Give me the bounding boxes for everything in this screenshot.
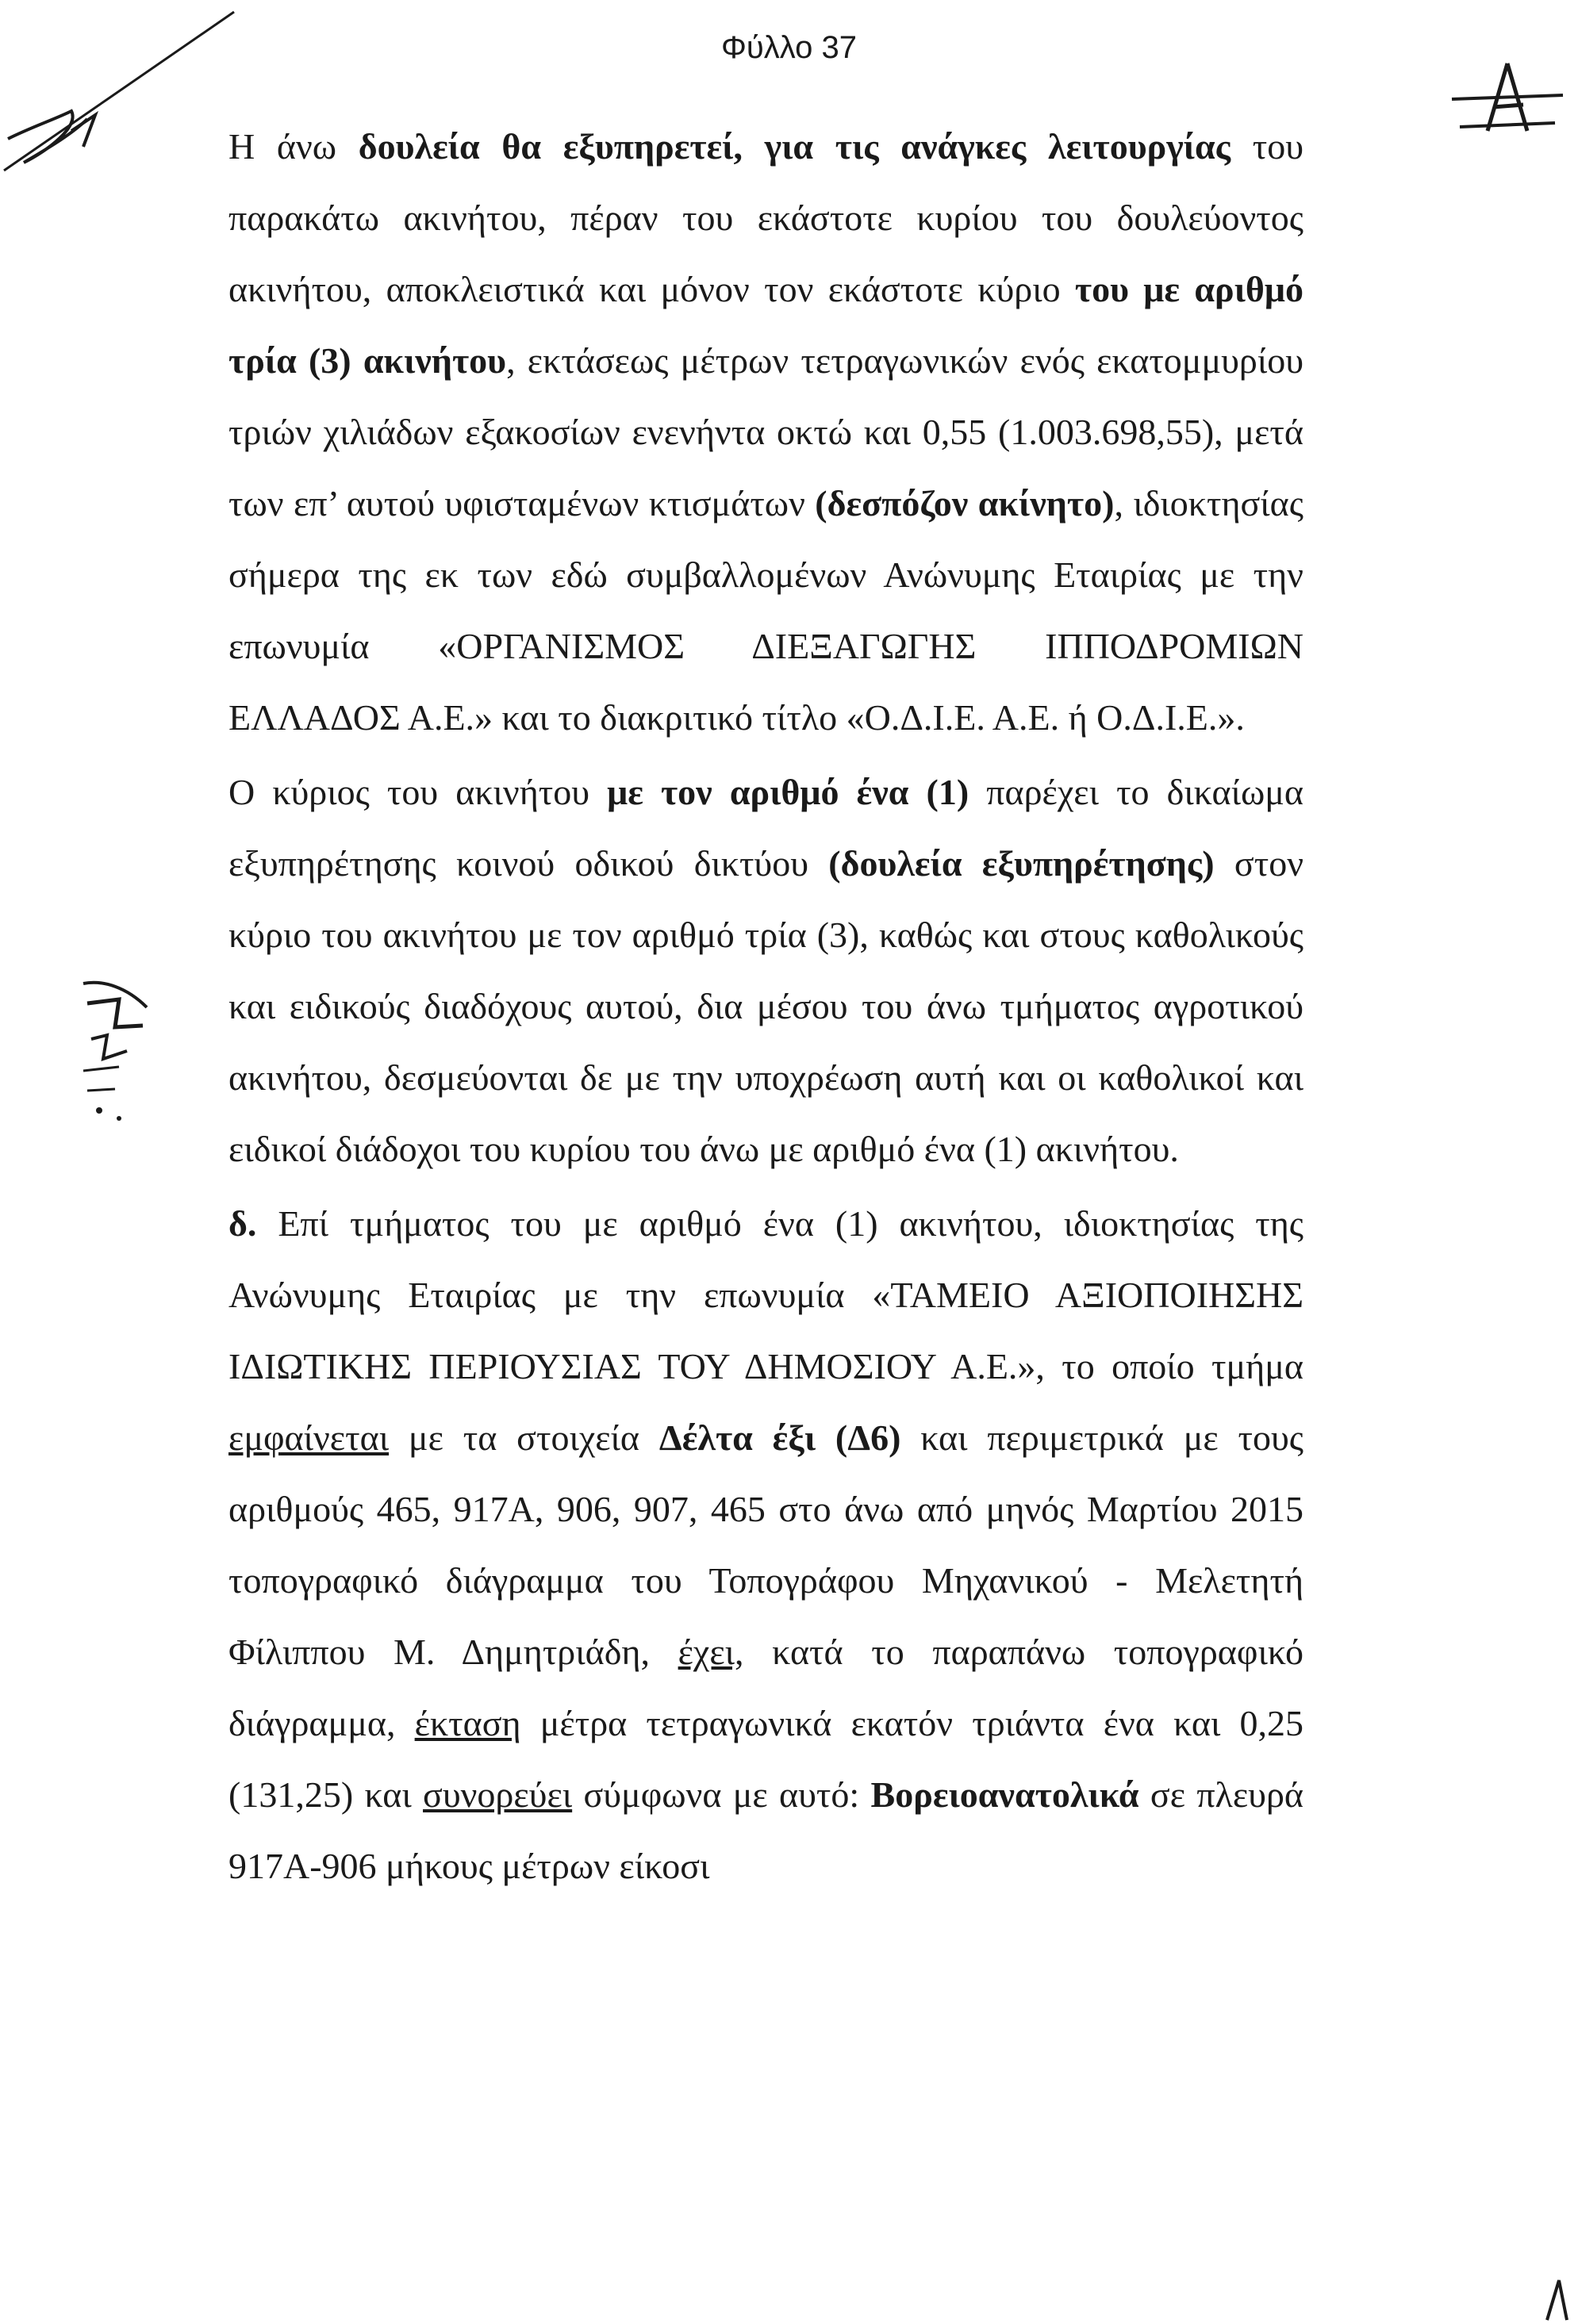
sheet-number: Φύλλο 37 xyxy=(720,30,858,65)
bold-run: Δέλτα έξι (Δ6) xyxy=(658,1417,901,1458)
text-run: παρέχει το δικαίωμα εξυπηρέτησης κοινού οδικού δικτύου xyxy=(228,772,1303,884)
stamp-left-margin xyxy=(71,972,167,1130)
text-run: Η άνω xyxy=(228,126,359,167)
underlined-run: έχει, xyxy=(678,1632,744,1672)
corner-mark-bottom-right xyxy=(1535,2276,1575,2324)
paragraph-3 xyxy=(228,1188,1303,1902)
text-run: του παρακάτω ακινήτου, πέραν του εκάστοτε κυρίου του δουλεύοντος ακινήτου, αποκλειστικά και μόνον τον εκάστοτε κύριο xyxy=(228,126,1303,309)
text-run: Επί τμήματος του με αριθμό ένα (1) ακινήτου, ιδιοκτησίας της Ανώνυμης Εταιρίας με την επωνυμία «ΤΑΜΕΙΟ ΑΞΙΟΠΟΙΗΣΗΣ ΙΔΙΩΤΙΚΗΣ ΠΕΡΙΟΥΣΙΑΣ ΤΟΥ ΔΗΜΟΣΙΟΥ Α.Ε.», το οποίο τμήμα xyxy=(228,1203,1303,1386)
signature-top-left xyxy=(0,0,254,190)
paragraph-2 xyxy=(228,757,1303,1185)
text-run: , ιδιοκτησίας σήμερα της εκ των εδώ συμβαλλομένων Ανώνυμης Εταιρίας με την επωνυμία «ΟΡΓΑΝΙΣΜΟΣ ΔΙΕΞΑΓΩΓΗΣ ΙΠΠΟΔΡΟΜΙΩΝ ΕΛΛΑΔΟΣ Α.Ε.» και το διακριτικό τίτλο «Ο.Δ.Ι.Ε. Α.Ε. ή Ο.Δ.Ι.Ε.». xyxy=(228,483,1303,738)
text-run: κατά το παραπάνω τοπογραφικό διάγραμμα, xyxy=(228,1632,1303,1743)
bold-run: του με αριθμό τρία (3) ακινήτου xyxy=(228,269,1303,381)
underlined-run: έκταση xyxy=(414,1703,521,1743)
text-run: σύμφωνα με αυτό: xyxy=(572,1774,871,1815)
text-run: Ο κύριος του ακινήτου xyxy=(228,772,608,812)
bold-run: δ. xyxy=(228,1203,257,1244)
text-run: στον κύριο του ακινήτου με τον αριθμό τρία (3), καθώς και στους καθολικούς και ειδικούς διαδόχους αυτού, δια μέσου του άνω τμήματος αγροτικού ακινήτου, δεσμεύονται δε με την υποχρέωση αυτή και οι καθολικοί και ειδικοί διάδοχοι του κυρίου του άνω με αριθμό ένα (1) ακινήτου. xyxy=(228,843,1303,1169)
document-body xyxy=(228,111,1303,1905)
text-run: και περιμετρικά με τους αριθμούς 465, 917Α, 906, 907, 465 στο άνω από μηνός Μαρτίου 2015 τοπογραφικό διάγραμμα του Τοπογράφου Μηχανικού - Μελετητή Φίλιππου Μ. Δημητριάδη, xyxy=(228,1417,1304,1672)
text-run: σε πλευρά 917Α-906 μήκους μέτρων είκοσι xyxy=(228,1774,1303,1886)
bold-run: (δεσπόζον ακίνητο) xyxy=(815,483,1115,523)
bold-run: (δουλεία εξυπηρέτησης) xyxy=(828,843,1215,884)
bold-run: Βορειοανατολικά xyxy=(870,1774,1139,1815)
text-run: μέτρα τετραγωνικά εκατόν τριάντα ένα και 0,25 (131,25) και xyxy=(228,1703,1303,1815)
initial-mark-top-right xyxy=(1444,56,1571,143)
text-run: με τα στοιχεία xyxy=(389,1417,659,1458)
text-run: , εκτάσεως μέτρων τετραγωνικών ενός εκατομμυρίου τριών χιλιάδων εξακοσίων ενενήντα οκτώ και 0,55 (1.003.698,55), μετά των επ’ αυτού υφισταμένων κτισμάτων xyxy=(228,340,1304,523)
underlined-run: συνορεύει xyxy=(423,1774,573,1815)
paragraph-1 xyxy=(228,111,1303,754)
bold-run: δουλεία θα εξυπηρετεί, για τις ανάγκες λειτουργίας xyxy=(358,126,1231,167)
underlined-run: εμφαίνεται xyxy=(228,1417,390,1458)
bold-run: με τον αριθμό ένα (1) xyxy=(607,772,969,812)
